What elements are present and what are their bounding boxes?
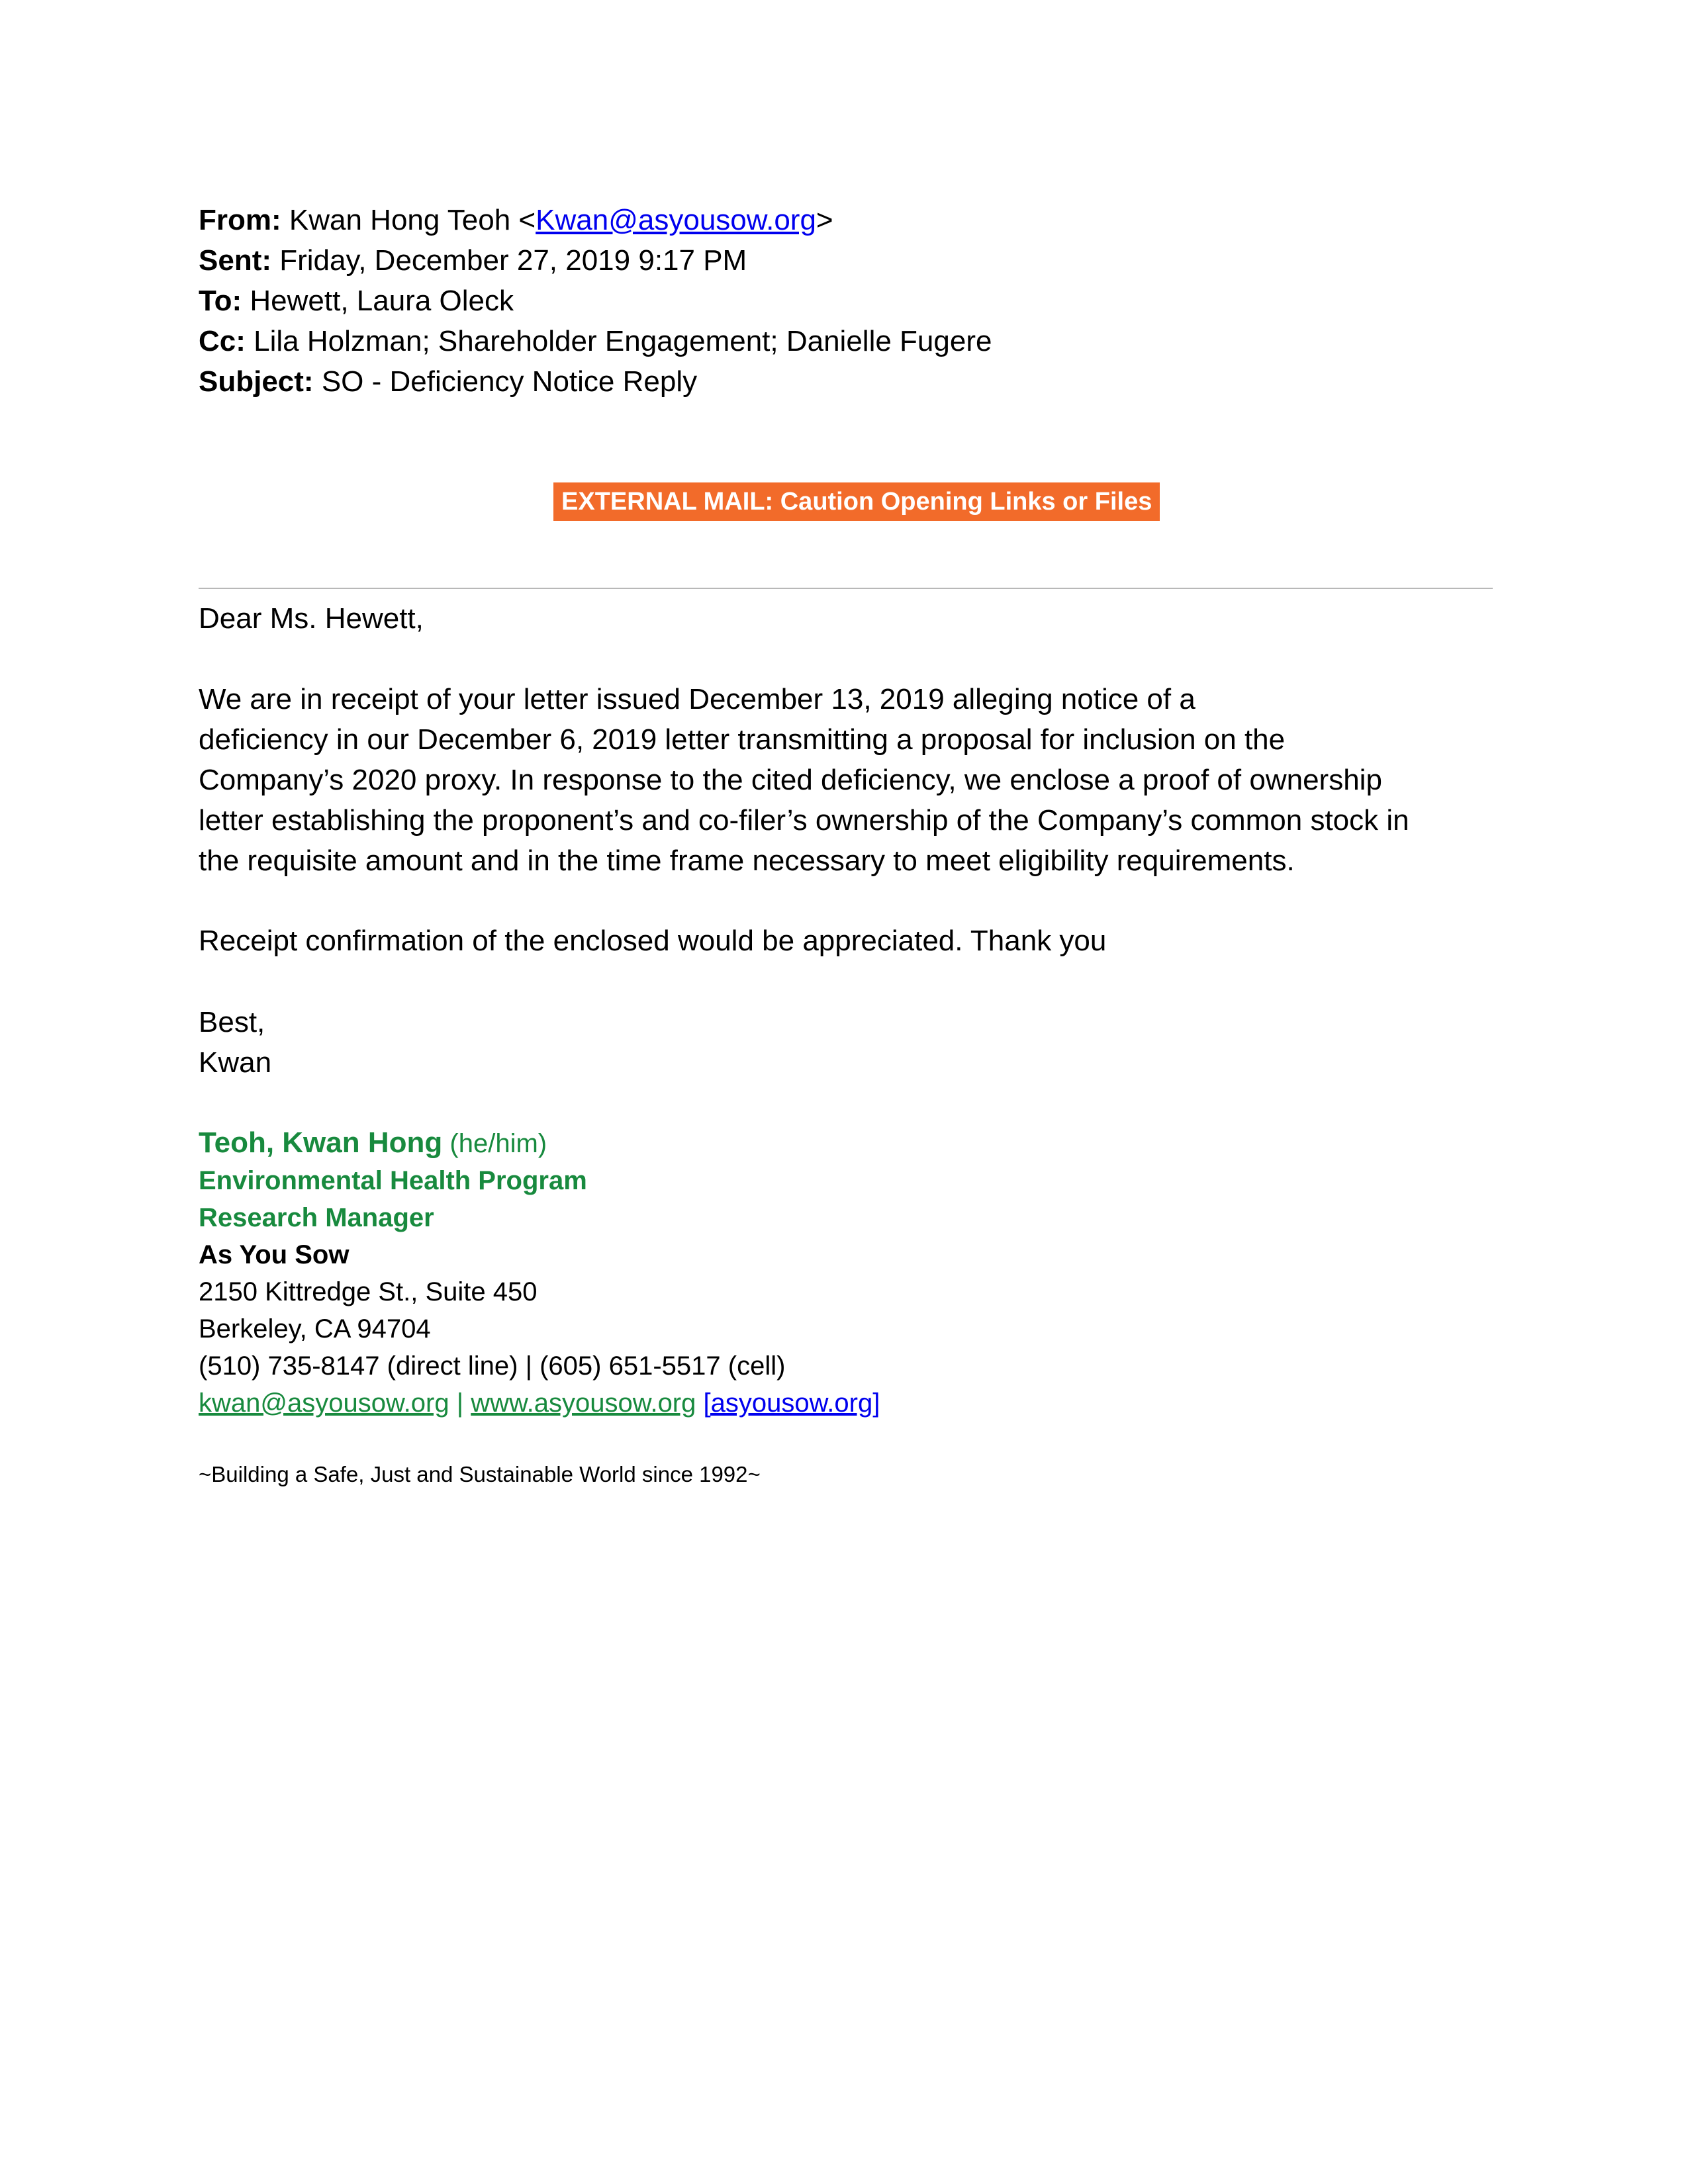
from-row	[199, 200, 992, 240]
signature-address-line-2: Berkeley, CA 94704	[199, 1314, 431, 1343]
signature-program: Environmental Health Program	[199, 1166, 587, 1195]
signature-website-tag-link[interactable]: [asyousow.org]	[703, 1388, 880, 1418]
from-email-link[interactable]: Kwan@asyousow.org	[536, 204, 816, 236]
to-label: To:	[199, 285, 242, 317]
paragraph-line: Company’s 2020 proxy. In response to the cited deficiency, we enclose a proof of ownership	[199, 764, 1382, 796]
signature-phones: (510) 735-8147 (direct line) | (605) 651-5517 (cell)	[199, 1351, 786, 1381]
signature-tagline: ~Building a Safe, Just and Sustainable World since 1992~	[199, 1462, 761, 1486]
signature-email-link[interactable]: kwan@asyousow.org	[199, 1388, 449, 1418]
cc-row	[199, 321, 992, 361]
greeting: Dear Ms. Hewett,	[199, 602, 424, 635]
signature-title: Research Manager	[199, 1203, 434, 1232]
paragraph-line: the requisite amount and in the time frame necessary to meet eligibility requirements.	[199, 844, 1295, 877]
subject-label: Subject:	[199, 365, 314, 398]
email-header	[199, 200, 992, 402]
signature-name: Teoh, Kwan Hong	[199, 1126, 443, 1159]
signature-organization: As You Sow	[199, 1240, 350, 1269]
email-signature	[199, 1124, 880, 1422]
closing-block	[199, 1002, 1496, 1083]
from-label: From:	[199, 204, 281, 236]
signature-links-row	[199, 1385, 880, 1422]
body-paragraph-1	[199, 679, 1496, 881]
body-paragraph-2: Receipt confirmation of the enclosed would be appreciated. Thank you	[199, 925, 1107, 957]
from-name: Kwan Hong Teoh <	[289, 204, 536, 236]
cc-label: Cc:	[199, 325, 246, 357]
signature-address-line-1: 2150 Kittredge St., Suite 450	[199, 1277, 538, 1306]
paragraph-line: letter establishing the proponent’s and co-filer’s ownership of the Company’s common stock in	[199, 804, 1409, 837]
signature-website-link[interactable]: www.asyousow.org	[471, 1388, 696, 1418]
paragraph-line: We are in receipt of your letter issued December 13, 2019 alleging notice of a	[199, 683, 1196, 715]
cc-value: Lila Holzman; Shareholder Engagement; Danielle Fugere	[254, 325, 992, 357]
sent-row	[199, 240, 992, 281]
external-mail-warning-banner: EXTERNAL MAIL: Caution Opening Links or Files	[553, 482, 1160, 521]
from-close: >	[816, 204, 833, 236]
to-row	[199, 281, 992, 321]
paragraph-line: deficiency in our December 6, 2019 letter transmitting a proposal for inclusion on the	[199, 723, 1286, 756]
to-value: Hewett, Laura Oleck	[250, 285, 514, 317]
sender-first-name: Kwan	[199, 1046, 272, 1079]
closing: Best,	[199, 1006, 265, 1038]
sent-label: Sent:	[199, 244, 271, 277]
sent-value: Friday, December 27, 2019 9:17 PM	[279, 244, 747, 277]
signature-separator: |	[456, 1388, 464, 1418]
subject-row	[199, 361, 992, 402]
divider	[199, 588, 1493, 589]
signature-name-row	[199, 1124, 880, 1162]
signature-pronouns: (he/him)	[449, 1129, 547, 1158]
subject-value: SO - Deficiency Notice Reply	[321, 365, 698, 398]
